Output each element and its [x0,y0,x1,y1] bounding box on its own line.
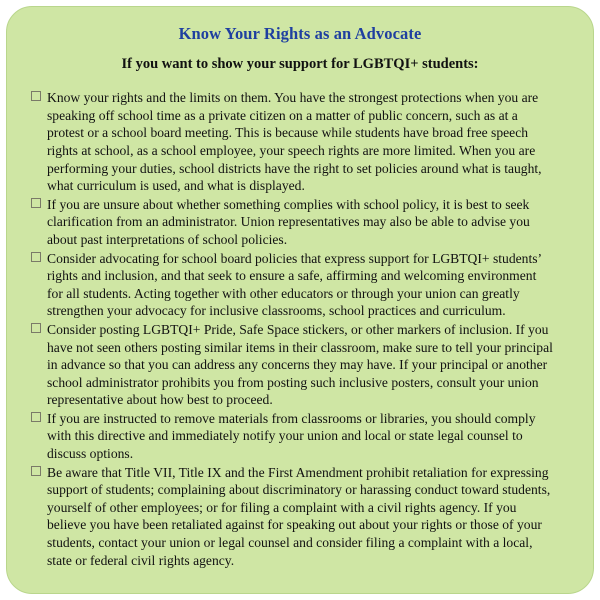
page-title: Know Your Rights as an Advocate [178,24,422,43]
list-item-text: Be aware that Title VII, Title IX and the First Amendment prohibit retaliation for expressing support of students; complaining about discriminatory or harassing conduct toward students, yourself of other employees; or for filing a complaint with a civil rights agency. If you believe you have been retaliated against for speaking out about your rights or those of your students, contact your union or legal counsel and consider filing a complaint with a local, state or federal civil rights agency. [47,464,551,568]
list-item-text: If you are unsure about whether something complies with school policy, it is best to seek clarification from an administrator. Union representatives may also be able to advise you about past interpretations of school policies. [47,196,530,247]
list-item-text: Consider posting LGBTQI+ Pride, Safe Space stickers, or other markers of inclusion. If you have not seen others posting similar items in their classroom, make sure to tell your principal in advance so that you can address any concerns they may have. If your principal or another school administrator prohibits you from posting such inclusive posters, consult your union representative about how best to proceed. [47,321,553,408]
square-bullet-icon [25,321,47,339]
square-bullet-icon [25,464,47,482]
page-subtitle: If you want to show your support for LGBTQI+ students: [121,55,479,72]
list-item [25,410,575,463]
list-item [25,89,575,195]
list-item-text: Consider advocating for school board policies that express support for LGBTQI+ students’ rights and inclusion, and that seek to ensure a safe, affirming and welcoming environment for all students. Acting together with other educators or through your union can greatly strengthen your advocacy for inclusive classrooms, school practices and curriculum. [47,250,542,319]
guidance-list [25,89,575,569]
list-item-text: Know your rights and the limits on them. You have the strongest protections when you are speaking off school time as a private citizen on a matter of public concern, such as at a protest or a school board meeting. This is because while students have broad free speech rights at school, as a school employee, your speech rights are more limited. When you are performing your duties, school districts have the right to set policies around what is taught, what curriculum is used, and what is displayed. [47,90,542,194]
rights-card [6,6,594,594]
list-item [25,196,575,249]
square-bullet-icon [25,410,47,428]
square-bullet-icon [25,196,47,214]
list-item [25,321,575,409]
square-bullet-icon [25,250,47,268]
list-item [25,250,575,320]
list-item [25,464,575,570]
list-item-text: If you are instructed to remove materials from classrooms or libraries, you should comply with this directive and immediately notify your union and local or state legal counsel to discuss options. [47,410,536,462]
square-bullet-icon [25,89,47,107]
